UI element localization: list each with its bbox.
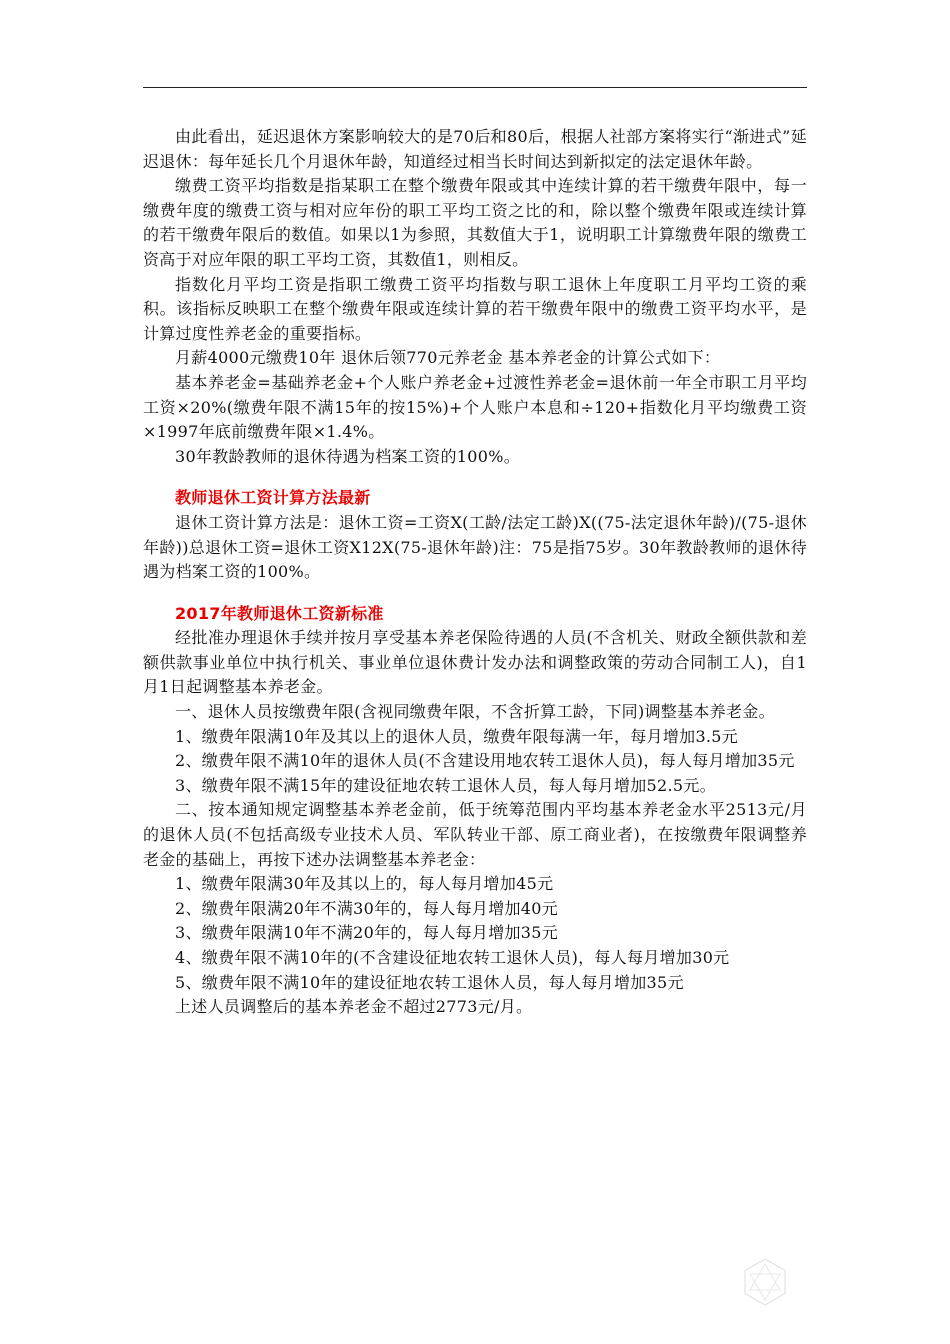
hexagon-star-watermark-icon	[739, 1256, 791, 1308]
list-item: 3、缴费年限不满15年的建设征地农转工退休人员，每人每月增加52.5元。	[175, 775, 716, 795]
formula-paragraph: 基本养老金=基础养老金+个人账户养老金+过渡性养老金=退休前一年全市职工月平均工资×20%(缴费年限不满15年的按15%)+个人账户本息和÷120+指数化月平均缴费工资×1997年底前缴费年限×1.4%。	[143, 372, 807, 442]
section-heading-calculation: 教师退休工资计算方法最新	[175, 488, 371, 508]
section-heading-2017-standard: 2017年教师退休工资新标准	[175, 603, 384, 623]
paragraph: 缴费工资平均指数是指某职工在整个缴费年限或其中连续计算的若干缴费年限中，每一缴费年度的缴费工资与相对应年份的职工平均工资之比的和，除以整个缴费年限或连续计算的若干缴费年限后的数值。如果以1为参照，其数值大于1，说明职工计算缴费年限的缴费工资高于对应年限的职工平均工资，其数值1，则相反。	[143, 176, 807, 269]
paragraph: 经批准办理退休手续并按月享受基本养老保险待遇的人员(不含机关、财政全额供款和差额供款事业单位中执行机关、事业单位退休费计发办法和调整政策的劳动合同制工人)，自1月1日起调整基本养老金。	[143, 628, 807, 697]
paragraph: 一、退休人员按缴费年限(含视同缴费年限，不含折算工龄，下同)调整基本养老金。	[175, 702, 775, 722]
list-item: 5、缴费年限不满10年的建设征地农转工退休人员，每人每月增加35元	[175, 972, 684, 992]
paragraph: 退休工资计算方法是：退休工资=工资X(工龄/法定工龄)X((75-法定退休年龄)/(75-退休年龄))总退休工资=退休工资X12X(75-退休年龄)注：75是指75岁。30年教龄教师的退休待遇为档案工资的100%。	[143, 512, 807, 582]
paragraph: 月薪4000元缴费10年 退休后领770元养老金 基本养老金的计算公式如下：	[175, 348, 721, 368]
list-item: 1、缴费年限满30年及其以上的，每人每月增加45元	[175, 874, 554, 894]
list-item: 2、缴费年限满20年不满30年的，每人每月增加40元	[175, 898, 559, 918]
paragraph: 30年教龄教师的退休待遇为档案工资的100%。	[175, 446, 521, 466]
list-item: 1、缴费年限满10年及其以上的退休人员，缴费年限每满一年，每月增加3.5元	[175, 726, 739, 746]
paragraph: 由此看出，延迟退休方案影响较大的是70后和80后，根据人社部方案将实行“渐进式”延迟退休：每年延长几个月退休年龄，知道经过相当长时间达到新拟定的法定退休年龄。	[143, 127, 807, 171]
document-body	[143, 125, 807, 1020]
list-item: 4、缴费年限不满10年的(不含建设征地农转工退休人员)，每人每月增加30元	[175, 948, 730, 967]
paragraph: 二、按本通知规定调整基本养老金前，低于统筹范围内平均基本养老金水平2513元/月的退休人员(不包括高级专业技术人员、军队转业干部、原工商业者)，在按缴费年限调整养老金的基础上，再按下述办法调整基本养老金：	[143, 800, 807, 869]
paragraph: 指数化月平均工资是指职工缴费工资平均指数与职工退休上年度职工月平均工资的乘积。该指标反映职工在整个缴费年限或连续计算的若干缴费年限中的缴费工资平均水平，是计算过度性养老金的重要指标。	[143, 274, 807, 343]
header-rule	[143, 87, 807, 88]
list-item: 3、缴费年限满10年不满20年的，每人每月增加35元	[175, 923, 559, 943]
list-item: 2、缴费年限不满10年的退休人员(不含建设用地农转工退休人员)，每人每月增加35元	[175, 751, 795, 771]
paragraph: 上述人员调整后的基本养老金不超过2773元/月。	[175, 997, 533, 1017]
